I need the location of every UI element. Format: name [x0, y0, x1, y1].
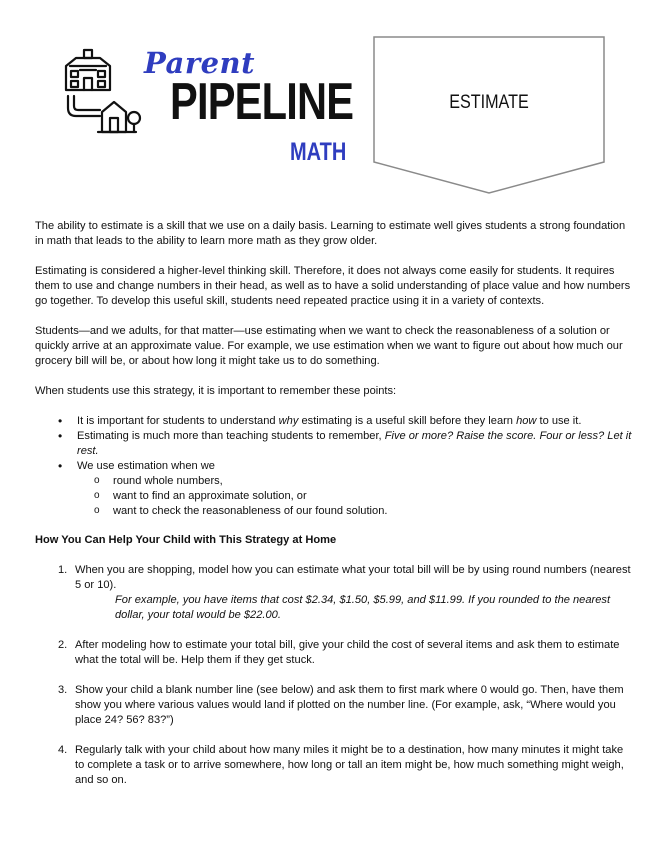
brand-parent: Parent	[144, 46, 256, 80]
help-steps-list	[35, 563, 635, 788]
key-point-1-mid: estimating is a useful skill before they learn	[298, 415, 517, 427]
key-point-1-post: to use it.	[536, 415, 582, 427]
step-example: For example, you have items that cost $2.34, $1.50, $5.99, and $11.99. If you rounded to the nearest dollar, your total would be $22.00.	[115, 594, 611, 621]
brand-logo	[60, 40, 360, 180]
help-step-3	[35, 683, 635, 728]
step-number: 3.	[58, 684, 68, 696]
help-step-4	[35, 743, 635, 788]
estimation-use-item: o want to find an approximate solution, or	[35, 489, 635, 504]
key-point-1-pre: It is important for students to understand	[77, 415, 279, 427]
strategy-badge	[373, 36, 605, 194]
estimation-use-item: o round whole numbers,	[35, 474, 635, 489]
step-number: 4.	[58, 744, 68, 756]
step-text: When you are shopping, model how you can estimate what your total bill will be by using round numbers (nearest 5 or 10).	[75, 564, 631, 591]
help-step-2	[35, 638, 635, 668]
key-points-list	[35, 414, 635, 519]
estimation-use-item: o want to check the reasonableness of our found solution.	[35, 504, 635, 519]
key-point-1-em-how: how	[516, 415, 537, 427]
step-text: Regularly talk with your child about how many miles it might be to a destination, how many minutes it might take to complete a task or to arrive somewhere, how long or tall an item might be, how much something might weigh, and so on.	[75, 744, 624, 786]
badge-shape	[373, 36, 605, 194]
step-text: After modeling how to estimate your total bill, give your child the cost of several items and ask them to estimate what the total will be. Help them if they get stuck.	[75, 639, 620, 666]
key-point-2-pre: Estimating is much more than teaching students to remember,	[77, 430, 385, 442]
key-point-2	[35, 429, 635, 459]
brand-math: MATH	[290, 138, 347, 166]
step-number: 2.	[58, 639, 68, 651]
strategy-title: ESTIMATE	[449, 92, 529, 113]
help-section-heading: How You Can Help Your Child with This Strategy at Home	[35, 534, 337, 546]
brand-pipeline: PIPELINE	[170, 73, 354, 131]
key-point-3	[35, 459, 635, 519]
intro-paragraph-1: The ability to estimate is a skill that we use on a daily basis. Learning to estimate well gives students a strong foundation in math that leads to the ability to learn more math as they grow older.	[35, 220, 626, 247]
help-step-1	[35, 563, 635, 623]
intro-paragraph-2: Estimating is considered a higher-level thinking skill. Therefore, it does not always come easily for students. It requires them to use and change numbers in their head, as well as to have a solid understanding of place value and how numbers go together. To develop this useful skill, students need repeated practice using it in a variety of contexts.	[35, 265, 631, 307]
key-point-1	[35, 414, 635, 429]
key-point-3-text: We use estimation when we	[77, 460, 215, 472]
estimation-uses-list	[77, 474, 635, 519]
step-text: Show your child a blank number line (see below) and ask them to first mark where 0 would go. Then, have them show you where various values would land if plotted on the number line. (For example, ask, “Where would you place 24? 56? 83?”)	[75, 684, 624, 726]
intro-paragraph-4: When students use this strategy, it is important to remember these points:	[35, 385, 397, 397]
document-body	[35, 219, 635, 803]
intro-paragraph-3: Students—and we adults, for that matter—use estimating when we want to check the reasonableness of a solution or quickly arrive at an approximate value. For example, we use estimation when we want to figure out about how much our grocery bill will be, or about how long it might take us to do something.	[35, 325, 623, 367]
key-point-2-em: Five or more? Raise the score. Four or less? Let it rest.	[77, 430, 632, 457]
step-number: 1.	[58, 564, 68, 576]
key-point-1-em-why: why	[278, 415, 299, 427]
